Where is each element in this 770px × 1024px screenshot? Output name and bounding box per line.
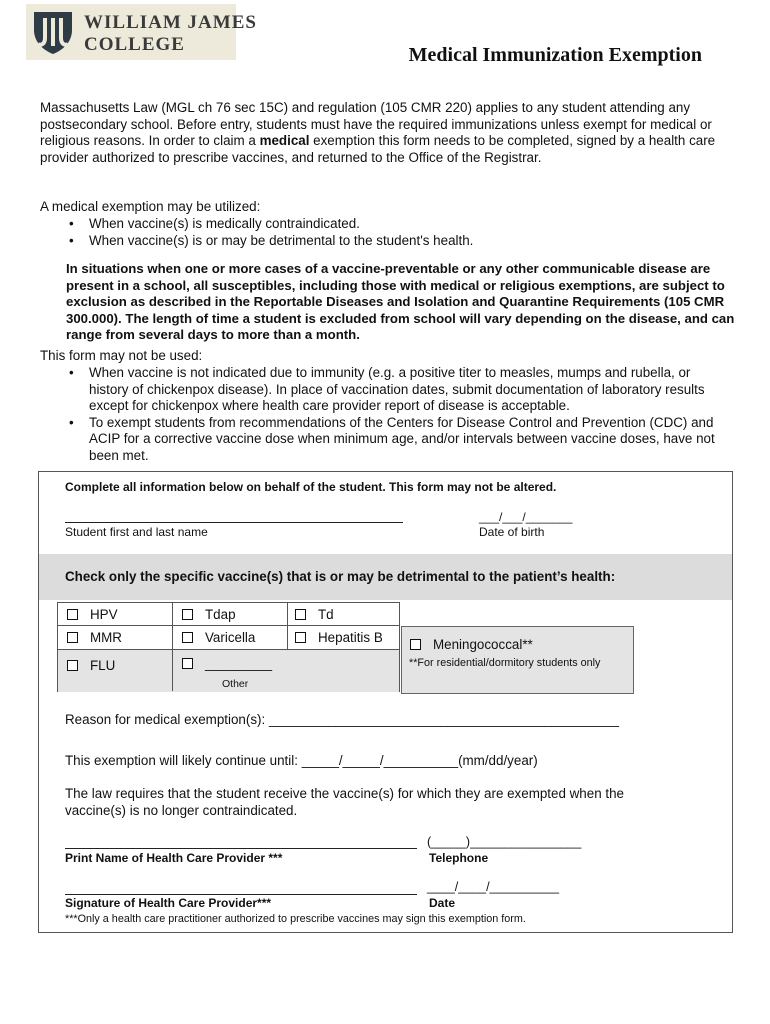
- grid-line: [58, 625, 399, 626]
- list-item: • When vaccine(s) is or may be detrimental to the student's health.: [67, 233, 727, 250]
- utilized-heading: A medical exemption may be utilized:: [40, 199, 261, 214]
- varicella-label: Varicella: [205, 630, 256, 645]
- signature-field[interactable]: [65, 894, 417, 895]
- hpv-label: HPV: [90, 607, 118, 622]
- hpv-checkbox[interactable]: [67, 607, 118, 622]
- hepatitis-b-label: Hepatitis B: [318, 630, 383, 645]
- other-checkbox[interactable]: [182, 656, 272, 671]
- provider-name-field[interactable]: [65, 848, 417, 849]
- date-field[interactable]: ____/____/__________: [427, 880, 560, 894]
- intro-text-2: exemption this form needs to be completed, signed by a health care provider authorized to prescribe vaccines, and returned to the Office of the Registrar.: [40, 133, 716, 165]
- meningococcal-label: Meningococcal**: [433, 637, 533, 652]
- intro-bold-medical: medical: [259, 133, 310, 148]
- form-title: Medical Immunization Exemption: [408, 44, 702, 66]
- checkbox-icon: [410, 639, 421, 650]
- utilized-list: [67, 216, 727, 249]
- tdap-checkbox[interactable]: [182, 607, 236, 622]
- meningococcal-checkbox[interactable]: [410, 637, 533, 652]
- vaccine-grid: [57, 602, 400, 692]
- form-instructions: Complete all information below on behalf of the student. This form may not be altered.: [65, 480, 557, 494]
- telephone-label: Telephone: [429, 851, 489, 865]
- telephone-field[interactable]: (_____)________________: [427, 835, 582, 849]
- td-checkbox[interactable]: [295, 607, 334, 622]
- meningococcal-note: **For residential/dormitory students only: [409, 657, 601, 669]
- checkbox-icon: [67, 609, 78, 620]
- tdap-label: Tdap: [205, 607, 236, 622]
- reason-field[interactable]: _______________________________________________: [268, 712, 619, 727]
- dob-label: Date of birth: [479, 525, 545, 539]
- mmr-label: MMR: [90, 630, 122, 645]
- meningococcal-box: [401, 626, 634, 694]
- varicella-checkbox[interactable]: [182, 630, 255, 645]
- list-item: • When vaccine(s) is medically contraindicated.: [67, 216, 727, 233]
- grid-line: [287, 603, 288, 650]
- flu-label: FLU: [90, 658, 116, 673]
- flu-checkbox[interactable]: [67, 658, 115, 673]
- shield-logo-icon: [30, 8, 76, 56]
- mmr-checkbox[interactable]: [67, 630, 122, 645]
- student-name-field[interactable]: [65, 522, 403, 523]
- until-label: This exemption will likely continue until: _____/_____/__________(mm/dd/year): [65, 753, 538, 768]
- student-name-label: Student first and last name: [65, 525, 208, 539]
- checkbox-icon: [295, 609, 306, 620]
- other-label: Other: [222, 678, 249, 690]
- checkbox-icon: [67, 660, 78, 671]
- exemption-form: [38, 471, 733, 933]
- other-field[interactable]: _________: [205, 656, 273, 671]
- vaccine-heading-band: [39, 554, 732, 600]
- college-logo: [26, 4, 257, 60]
- dob-field[interactable]: ___/___/_______: [479, 510, 573, 524]
- td-label: Td: [318, 607, 334, 622]
- checkbox-icon: [67, 632, 78, 643]
- not-used-list: [67, 365, 717, 464]
- footnote: ***Only a health care practitioner authorized to prescribe vaccines may sign this exemption form.: [65, 913, 526, 925]
- vaccine-heading: Check only the specific vaccine(s) that is or may be detrimental to the patient’s health:: [65, 569, 616, 584]
- reason-label: Reason for medical exemption(s): _______________________________________________: [65, 712, 619, 727]
- until-date-field[interactable]: _____/_____/__________(mm/dd/year): [301, 753, 538, 768]
- list-item: • To exempt students from recommendations of the Centers for Disease Control and Prevention (CDC) and ACIP for a corrective vaccine dose when minimum age, and/or intervals between vaccine doses, have not been met.: [67, 415, 717, 465]
- logo-line-1: WILLIAM JAMES: [84, 12, 257, 33]
- checkbox-icon: [182, 609, 193, 620]
- logo-line-2: COLLEGE: [84, 34, 185, 55]
- law-text: The law requires that the student receive the vaccine(s) for which they are exempted when the vaccine(s) is no longer contraindicated.: [65, 786, 624, 818]
- exclusion-notice: In situations when one or more cases of a vaccine-preventable or any other communicable disease are present in a school, all susceptibles, including those with medical or religious exemptions, are subject to exclusion as described in the Reportable Diseases and Isolation and Quarantine Requirements (105 CMR 300.000). The length of time a student is excluded from school will vary depending on the disease, and can range from several days to more than a month.: [66, 261, 735, 342]
- intro-paragraph: [40, 100, 730, 166]
- intro-text-1: Massachusetts Law (MGL ch 76 sec 15C) and regulation (105 CMR 220) applies to any student attending any postsecondary school. Before entry, students must have the required immunizations unless exempt for medical or religious reasons. In order to claim a: [40, 100, 712, 148]
- signature-label: Signature of Health Care Provider***: [65, 896, 272, 910]
- date-label: Date: [429, 896, 456, 910]
- not-used-heading: This form may not be used:: [40, 348, 203, 363]
- list-item: • When vaccine is not indicated due to immunity (e.g. a positive titer to measles, mumps and rubella, or history of chickenpox disease). In place of vaccination dates, submit documentation of laboratory results except for chickenpox where health care provider report of disease is acceptable.: [67, 365, 717, 415]
- checkbox-icon: [182, 632, 193, 643]
- checkbox-icon: [182, 658, 193, 669]
- checkbox-icon: [295, 632, 306, 643]
- grid-line: [172, 603, 173, 691]
- grid-line: [58, 649, 399, 650]
- provider-name-label: Print Name of Health Care Provider ***: [65, 851, 283, 865]
- hepatitis-b-checkbox[interactable]: [295, 630, 383, 645]
